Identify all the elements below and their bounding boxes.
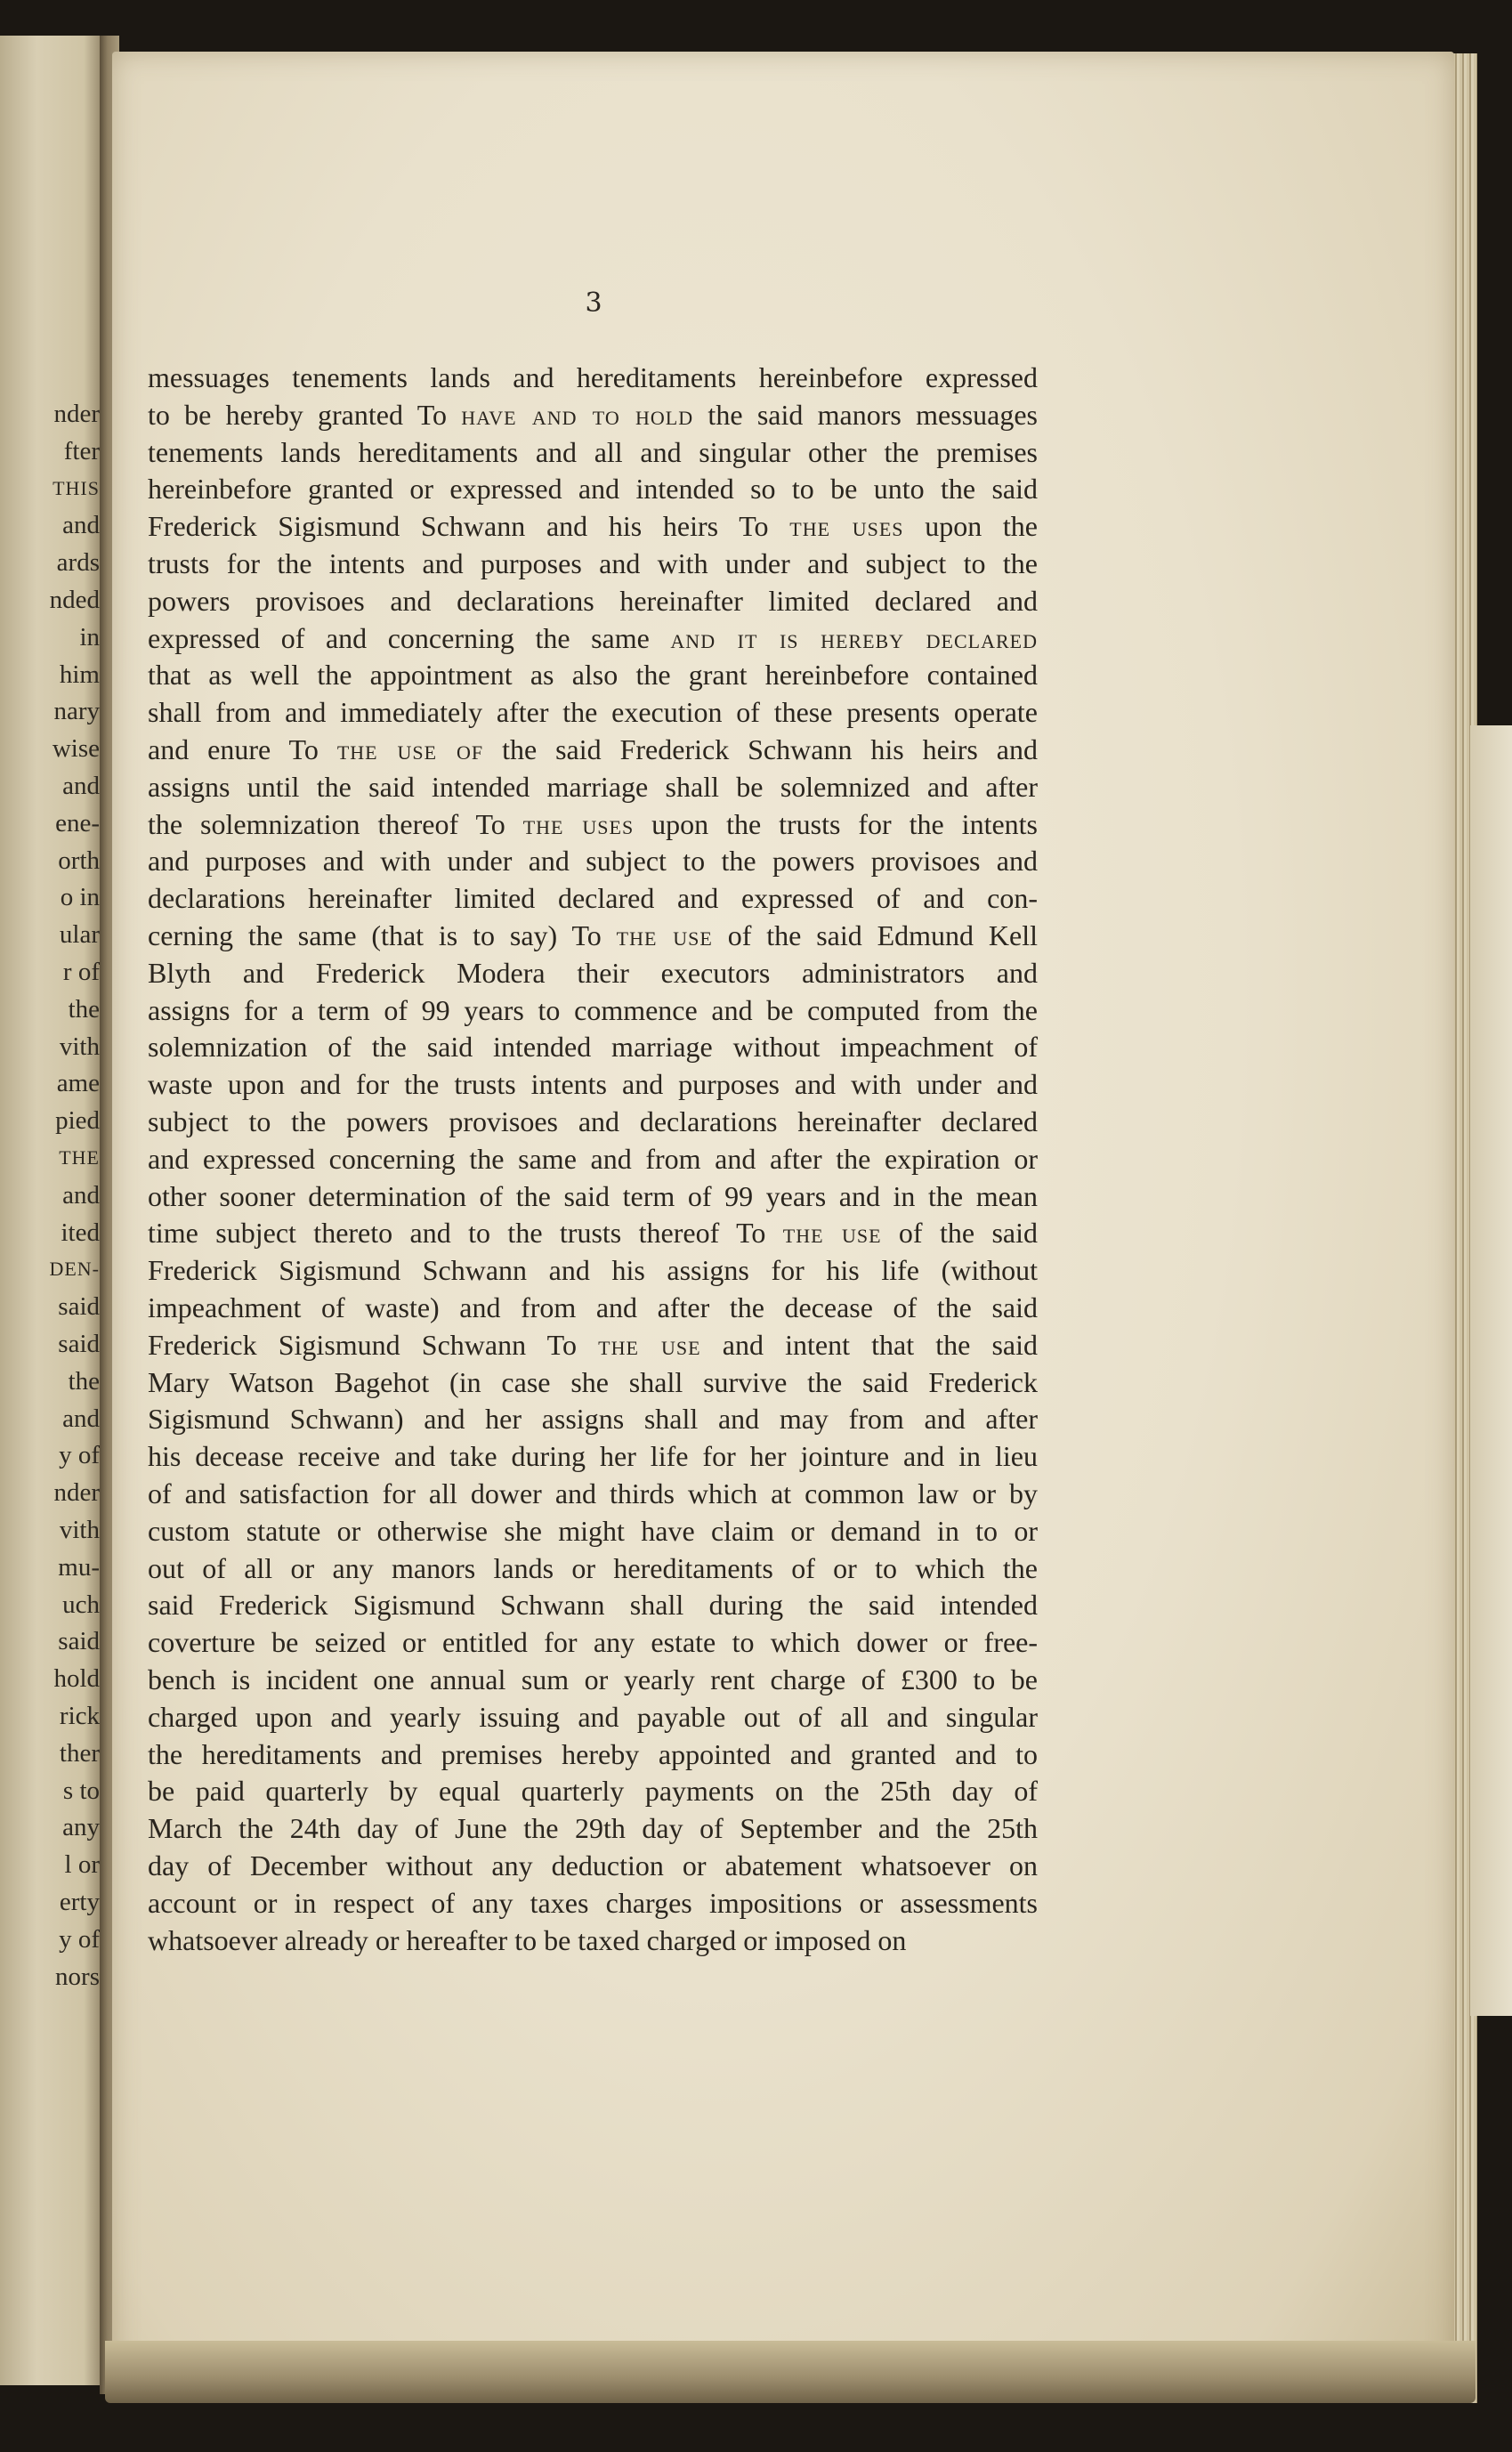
text-line: powers provisoes and declarations hereinafter limited declared and [148, 584, 1038, 617]
left-fragment: vith [59, 1032, 100, 1061]
left-fragment: y of [59, 1924, 100, 1954]
left-fragment: hold [53, 1664, 100, 1694]
left-fragment: ular [59, 920, 100, 950]
text-line: charged upon and yearly issuing and payable out of all and singular [148, 1700, 1038, 1733]
left-fragment: THE [59, 1146, 100, 1169]
left-page [0, 36, 105, 2385]
left-fragment: nded [49, 586, 100, 614]
text-line: and enure To the use of the said Frederick Schwann his heirs and [148, 733, 1039, 765]
right-side-paper [1470, 725, 1512, 2016]
left-fragment: and [62, 511, 100, 540]
left-fragment: o in [60, 883, 100, 912]
text-line: Frederick Sigismund Schwann and his heirs To the uses upon the [148, 510, 1039, 543]
left-fragment: him [59, 660, 100, 689]
text-line: that as well the appointment as also the grant hereinbefore contained [148, 659, 1038, 692]
left-fragment: r of [62, 958, 100, 986]
text-line: messuages tenements lands and hereditaments hereinbefore expressed [148, 361, 1038, 393]
left-fragment: l or [64, 1850, 100, 1880]
left-fragment: fter [63, 436, 100, 465]
text-line: assigns for a term of 99 years to commence and be computed from the [148, 993, 1038, 1026]
left-fragment: y of [59, 1441, 100, 1470]
text-line: impeachment of waste) and from and after the decease of the said [148, 1291, 1038, 1323]
left-fragment: the [68, 994, 100, 1024]
left-fragment: DEN- [49, 1258, 100, 1281]
text-line: time subject thereto and to the trusts thereof To the use of the said [148, 1217, 1039, 1250]
text-line: to be hereby granted To have and to hold the said manors messuages [148, 398, 1039, 431]
left-fragment: the [68, 1366, 100, 1396]
text-line: subject to the powers provisoes and declarations hereinafter declared [148, 1105, 1038, 1137]
left-fragment: orth [58, 846, 100, 875]
left-fragment: ther [59, 1738, 100, 1768]
text-line: coverture be seized or entitled for any estate to which dower or free- [148, 1626, 1038, 1659]
text-line: other sooner determination of the said term of 99 years and in the mean [148, 1179, 1038, 1212]
bottom-page-edge [105, 2341, 1476, 2403]
text-line: whatsoever already or hereafter to be taxed charged or imposed on [148, 1923, 907, 1956]
text-line: Frederick Sigismund Schwann and his assigns for his life (without [148, 1254, 1038, 1287]
text-line: expressed of and concerning the same and it is hereby declared [148, 621, 1038, 654]
text-line: tenements lands hereditaments and all and singular other the premises [148, 435, 1038, 468]
left-fragment: in [79, 622, 100, 651]
left-fragment: rick [59, 1702, 100, 1730]
text-line: waste upon and for the trusts intents and purposes and with under and [148, 1068, 1038, 1101]
left-fragment: pied [55, 1106, 100, 1136]
text-line: his decease receive and take during her life for her jointure and in lieu [148, 1440, 1038, 1473]
text-line: Mary Watson Bagehot (in case she shall survive the said Frederick [148, 1365, 1038, 1398]
text-line: bench is incident one annual sum or yearly rent charge of £300 to be [148, 1663, 1038, 1695]
text-line: day of December without any deduction or abatement whatsoever on [148, 1849, 1038, 1881]
text-line: the hereditaments and premises hereby appointed and granted and to [148, 1737, 1038, 1770]
text-line: hereinbefore granted or expressed and intended so to be unto the said [148, 473, 1038, 506]
left-fragment: said [58, 1330, 100, 1358]
left-fragment: THIS [53, 476, 100, 499]
text-line: Blyth and Frederick Modera their executors administrators and [148, 956, 1038, 989]
left-fragment: and [62, 772, 100, 800]
left-fragment: any [62, 1813, 100, 1842]
text-line: Sigismund Schwann) and her assigns shall and may from and after [148, 1403, 1038, 1436]
left-fragment: and [62, 1180, 100, 1210]
left-fragment: mu- [58, 1552, 100, 1582]
text-line: Frederick Sigismund Schwann To the use and intent that the said [148, 1328, 1039, 1361]
text-line: declarations hereinafter limited declared and expressed of and con- [148, 882, 1038, 915]
left-fragment: vith [59, 1516, 100, 1544]
text-line: be paid quarterly by equal quarterly payments on the 25th day of [148, 1775, 1038, 1808]
text-line: shall from and immediately after the execution of these presents operate [148, 696, 1038, 729]
left-fragment: said [58, 1292, 100, 1322]
page-number: 3 [585, 287, 602, 319]
text-line: cerning the same (that is to say) To the use of the said Edmund Kell [148, 919, 1039, 951]
left-fragment: ame [56, 1069, 100, 1098]
text-line: said Frederick Sigismund Schwann shall during the said intended [148, 1589, 1038, 1622]
left-fragment: s to [62, 1776, 100, 1805]
text-line: March the 24th day of June the 29th day of September and the 25th [148, 1812, 1038, 1845]
left-fragment: nors [55, 1962, 100, 1991]
left-fragment: ards [56, 548, 100, 578]
left-fragment: ene- [55, 808, 100, 838]
left-fragment: uch [62, 1590, 100, 1619]
text-line: and purposes and with under and subject to the powers provisoes and [148, 845, 1038, 878]
text-line: assigns until the said intended marriage shall be solemnized and after [148, 770, 1038, 803]
left-fragment: wise [52, 734, 100, 764]
left-fragment: said [58, 1627, 100, 1656]
text-line: account or in respect of any taxes charges impositions or assessments [148, 1886, 1038, 1919]
left-fragment: nder [53, 400, 100, 428]
left-fragment: ited [61, 1218, 100, 1247]
text-line: custom statute or otherwise she might have claim or demand in to or [148, 1514, 1038, 1547]
text-line: and expressed concerning the same and from and after the expiration or [148, 1142, 1038, 1175]
text-line: trusts for the intents and purposes and with under and subject to the [148, 547, 1038, 579]
text-line: of and satisfaction for all dower and thirds which at common law or by [148, 1477, 1038, 1509]
left-fragment: nder [53, 1478, 100, 1508]
text-line: the solemnization thereof To the uses upon the trusts for the intents [148, 807, 1038, 840]
left-fragment: nary [53, 697, 100, 726]
text-line: out of all or any manors lands or hereditaments of or to which the [148, 1551, 1038, 1584]
left-fragment: and [62, 1404, 100, 1433]
text-line: solemnization of the said intended marriage without impeachment of [148, 1031, 1038, 1064]
left-fragment: erty [59, 1888, 100, 1916]
